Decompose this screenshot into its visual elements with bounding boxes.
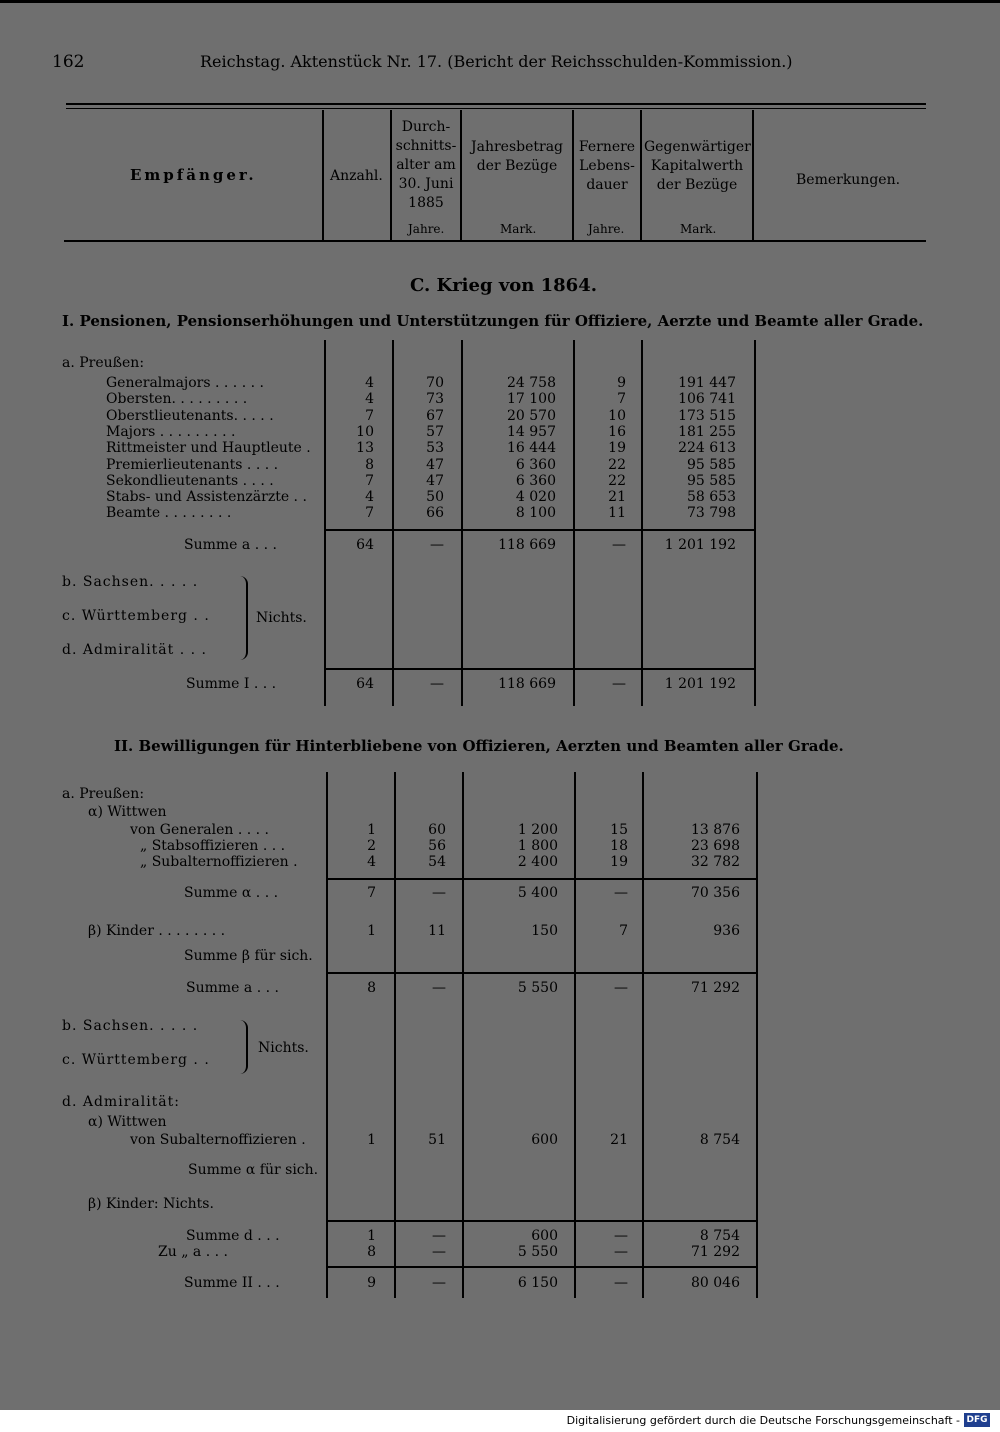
header-bemerkungen: Bemerkungen. xyxy=(796,172,901,188)
section-II-c-label: c. Württemberg . . xyxy=(62,1052,210,1068)
row-label: Generalmajors . . . . . . xyxy=(106,375,264,391)
cell-kapital: 173 515 xyxy=(678,407,736,424)
cell-dauer: — xyxy=(612,676,626,692)
cell-dauer: 19 xyxy=(610,854,628,870)
row-label: Premierlieutenants . . . . xyxy=(106,456,279,473)
section-I-d-label: d. Admiralität . . . xyxy=(62,642,207,658)
cell-kapital: 181 255 xyxy=(678,423,736,440)
cell-anzahl: 2 xyxy=(367,838,376,854)
cell-kapital: 1 201 192 xyxy=(664,537,736,553)
cell-dauer: — xyxy=(614,885,628,901)
rule-summe-a-I xyxy=(324,529,754,531)
cell-kapital: 58 653 xyxy=(687,489,736,506)
row-label: Majors . . . . . . . . . xyxy=(106,423,236,440)
cell-alter: — xyxy=(432,1228,446,1244)
cell-kapital: 80 046 xyxy=(691,1275,740,1291)
cell-alter: 60 xyxy=(428,822,446,838)
row-label: „ Stabsoffizieren . . . xyxy=(140,838,286,854)
cell-alter: 66 xyxy=(426,505,444,522)
section-II-group-a: a. Preußen: xyxy=(62,786,145,802)
cell-anzahl: 7 xyxy=(365,407,374,424)
cell-dauer: 21 xyxy=(610,1132,628,1148)
cell-alter: 54 xyxy=(428,854,446,870)
rule-summe-a-II xyxy=(326,972,756,974)
rule-summe-II xyxy=(326,1266,756,1268)
cell-kapital: 13 876 xyxy=(691,822,740,838)
cell-kapital: 73 798 xyxy=(687,505,736,522)
cell-betrag: 600 xyxy=(531,1132,558,1148)
page-number: 162 xyxy=(52,52,85,72)
cell-dauer: — xyxy=(614,980,628,996)
cell-betrag: 24 758 xyxy=(507,375,556,391)
row-label: Summe II . . . xyxy=(184,1275,280,1291)
header-col-divider xyxy=(752,110,754,240)
row-label: Rittmeister und Hauptleute . xyxy=(106,440,311,457)
header-lebensdauer-unit: Jahre. xyxy=(588,222,625,236)
cell-kapital: 70 356 xyxy=(691,885,740,901)
section-II-alpha-label: α) Wittwen xyxy=(88,804,167,820)
section-II-nichts: Nichts. xyxy=(258,1040,309,1056)
section-I-title: I. Pensionen, Pensionserhöhungen und Unterstützungen für Offiziere, Aerzte und Beamte aller Grade. xyxy=(62,312,924,330)
header-alter: Durch-schnitts-alter am 30. Juni 1885 xyxy=(395,119,457,211)
cell-anzahl: 10 xyxy=(356,423,374,440)
cell-dauer: — xyxy=(614,1275,628,1291)
cell-alter: 53 xyxy=(426,440,444,457)
cell-alter: — xyxy=(432,980,446,996)
col-divider xyxy=(573,340,575,706)
cell-kapital: 71 292 xyxy=(691,980,740,996)
row-label: Summe α . . . xyxy=(184,885,279,901)
header-col-divider xyxy=(460,110,462,240)
cell-betrag: 16 444 xyxy=(507,440,556,457)
row-label: Stabs- und Assistenzärzte . . xyxy=(106,489,307,506)
col-divider xyxy=(641,340,643,706)
header-betrag-unit: Mark. xyxy=(500,222,537,236)
header-col-divider xyxy=(640,110,642,240)
cell-betrag: 118 669 xyxy=(498,676,556,692)
section-II-d-label: d. Admiralität: xyxy=(62,1094,180,1110)
cell-kapital: 8 754 xyxy=(699,1228,740,1244)
row-label: „ Subalternoffizieren . xyxy=(140,854,298,870)
header-empfaenger: Empfänger. xyxy=(130,166,257,184)
cell-alter: 11 xyxy=(428,923,446,939)
cell-anzahl: 8 xyxy=(367,1244,376,1260)
section-II-b-label: b. Sachsen. . . . . xyxy=(62,1018,199,1034)
cell-anzahl: 4 xyxy=(367,854,376,870)
header-betrag: Jahresbetrag der Bezüge xyxy=(470,139,563,174)
cell-kapital: 23 698 xyxy=(691,838,740,854)
row-label: Oberstlieutenants. . . . . xyxy=(106,407,274,424)
header-anzahl: Anzahl. xyxy=(330,168,383,184)
cell-anzahl: 1 xyxy=(367,1132,376,1148)
cell-anzahl: 64 xyxy=(356,537,374,553)
cell-kapital: 224 613 xyxy=(678,440,736,457)
row-label: von Subalternoffizieren . xyxy=(130,1132,306,1148)
cell-dauer: — xyxy=(614,1244,628,1260)
cell-dauer: 22 xyxy=(608,456,626,473)
cell-alter: 47 xyxy=(426,456,444,473)
brace-icon xyxy=(238,576,248,660)
cell-anzahl: 4 xyxy=(365,489,374,506)
header-col-divider xyxy=(390,110,392,240)
cell-dauer: 21 xyxy=(608,489,626,506)
cell-kapital: 191 447 xyxy=(678,375,736,391)
top-border xyxy=(0,0,1000,3)
section-II-d-beta-label: β) Kinder: Nichts. xyxy=(88,1196,214,1212)
header-col-divider xyxy=(322,110,324,240)
row-label: Summe d . . . xyxy=(186,1228,280,1244)
cell-betrag: 600 xyxy=(531,1228,558,1244)
cell-betrag: 4 020 xyxy=(515,489,556,506)
row-label: Obersten. . . . . . . . . xyxy=(106,391,248,408)
cell-betrag: 14 957 xyxy=(507,423,556,440)
cell-alter: 57 xyxy=(426,423,444,440)
col-divider xyxy=(461,340,463,706)
row-label: Sekondlieutenants . . . . xyxy=(106,472,274,489)
header-alter-unit: Jahre. xyxy=(408,222,445,236)
cell-kapital: 95 585 xyxy=(687,472,736,489)
cell-betrag: 6 360 xyxy=(515,472,556,489)
section-I-b-label: b. Sachsen. . . . . xyxy=(62,574,199,590)
row-label: von Generalen . . . . xyxy=(130,822,269,838)
row-label: Beamte . . . . . . . . xyxy=(106,505,232,522)
cell-kapital: 1 201 192 xyxy=(664,676,736,692)
header-lebensdauer: Fernere Lebens-dauer xyxy=(578,139,636,193)
cell-alter: 56 xyxy=(428,838,446,854)
cell-kapital: 32 782 xyxy=(691,854,740,870)
cell-dauer: 7 xyxy=(619,923,628,939)
cell-anzahl: 7 xyxy=(365,472,374,489)
cell-alter: 73 xyxy=(426,391,444,408)
cell-alter: 50 xyxy=(426,489,444,506)
brace-icon xyxy=(238,1020,248,1074)
cell-anzahl: 8 xyxy=(365,456,374,473)
section-II-summe-beta: Summe β für sich. xyxy=(184,948,313,964)
cell-anzahl: 7 xyxy=(367,885,376,901)
cell-alter: 67 xyxy=(426,407,444,424)
section-II-summe-alpha-sich: Summe α für sich. xyxy=(188,1162,319,1178)
cell-anzahl: 7 xyxy=(365,505,374,522)
row-label: Summe a . . . xyxy=(184,537,277,553)
cell-dauer: 10 xyxy=(608,407,626,424)
section-II-d-alpha-label: α) Wittwen xyxy=(88,1114,167,1130)
row-label: Summe I . . . xyxy=(186,676,277,692)
row-label: Zu „ a . . . xyxy=(158,1244,228,1260)
cell-dauer: 19 xyxy=(608,440,626,457)
cell-dauer: — xyxy=(614,1228,628,1244)
cell-dauer: 16 xyxy=(608,423,626,440)
cell-kapital: 71 292 xyxy=(691,1244,740,1260)
cell-betrag: 2 400 xyxy=(517,854,558,870)
cell-anzahl: 8 xyxy=(367,980,376,996)
cell-betrag: 1 200 xyxy=(517,822,558,838)
rule-summe-d xyxy=(326,1220,756,1222)
cell-betrag: 20 570 xyxy=(507,407,556,424)
cell-alter: — xyxy=(430,676,444,692)
header-rule-top-2 xyxy=(66,108,926,109)
cell-betrag: 6 360 xyxy=(515,456,556,473)
footer-text: Digitalisierung gefördert durch die Deutsche Forschungsgemeinschaft - xyxy=(566,1414,960,1427)
rule-summe-I xyxy=(324,668,754,670)
cell-dauer: 18 xyxy=(610,838,628,854)
cell-dauer: 11 xyxy=(608,505,626,522)
cell-betrag: 5 550 xyxy=(517,1244,558,1260)
dfg-logo: DFG xyxy=(964,1413,990,1427)
row-label: β) Kinder . . . . . . . . xyxy=(88,923,226,939)
cell-anzahl: 4 xyxy=(365,375,374,391)
cell-betrag: 17 100 xyxy=(507,391,556,408)
cell-betrag: 150 xyxy=(531,923,558,939)
cell-dauer: 22 xyxy=(608,472,626,489)
row-label: Summe a . . . xyxy=(186,980,279,996)
cell-dauer: — xyxy=(612,537,626,553)
header-rule-top xyxy=(66,103,926,105)
cell-betrag: 5 550 xyxy=(517,980,558,996)
cell-alter: 51 xyxy=(428,1132,446,1148)
rule-summe-alpha xyxy=(326,878,756,880)
cell-betrag: 8 100 xyxy=(515,505,556,522)
cell-anzahl: 1 xyxy=(367,923,376,939)
col-divider xyxy=(754,340,756,706)
cell-anzahl: 9 xyxy=(367,1275,376,1291)
cell-anzahl: 1 xyxy=(367,822,376,838)
header-rule-bottom xyxy=(64,240,926,242)
cell-alter: 47 xyxy=(426,472,444,489)
cell-alter: — xyxy=(432,1275,446,1291)
section-I-c-label: c. Württemberg . . xyxy=(62,608,210,624)
cell-dauer: 9 xyxy=(617,375,626,391)
cell-alter: — xyxy=(430,537,444,553)
cell-betrag: 118 669 xyxy=(498,537,556,553)
cell-kapital: 8 754 xyxy=(699,1132,740,1148)
cell-kapital: 936 xyxy=(713,923,740,939)
cell-alter: 70 xyxy=(426,375,444,391)
cell-betrag: 1 800 xyxy=(517,838,558,854)
cell-alter: — xyxy=(432,1244,446,1260)
cell-dauer: 7 xyxy=(617,391,626,408)
section-c-title: C. Krieg von 1864. xyxy=(410,275,597,296)
cell-betrag: 5 400 xyxy=(517,885,558,901)
cell-betrag: 6 150 xyxy=(517,1275,558,1291)
header-kapital-unit: Mark. xyxy=(680,222,717,236)
cell-dauer: 15 xyxy=(610,822,628,838)
cell-kapital: 95 585 xyxy=(687,456,736,473)
cell-kapital: 106 741 xyxy=(678,391,736,408)
section-I-group-a: a. Preußen: xyxy=(62,355,145,371)
cell-alter: — xyxy=(432,885,446,901)
header-kapital: Gegenwärtiger Kapitalwerth der Bezüge xyxy=(644,139,751,193)
cell-anzahl: 4 xyxy=(365,391,374,408)
cell-anzahl: 1 xyxy=(367,1228,376,1244)
header-col-divider xyxy=(572,110,574,240)
section-I-nichts: Nichts. xyxy=(256,610,307,626)
cell-anzahl: 64 xyxy=(356,676,374,692)
running-title: Reichstag. Aktenstück Nr. 17. (Bericht der Reichsschulden-Kommission.) xyxy=(200,52,793,71)
cell-anzahl: 13 xyxy=(356,440,374,457)
col-divider xyxy=(756,772,758,1298)
section-II-title: II. Bewilligungen für Hinterbliebene von Offizieren, Aerzten und Beamten aller Grade. xyxy=(114,737,844,755)
